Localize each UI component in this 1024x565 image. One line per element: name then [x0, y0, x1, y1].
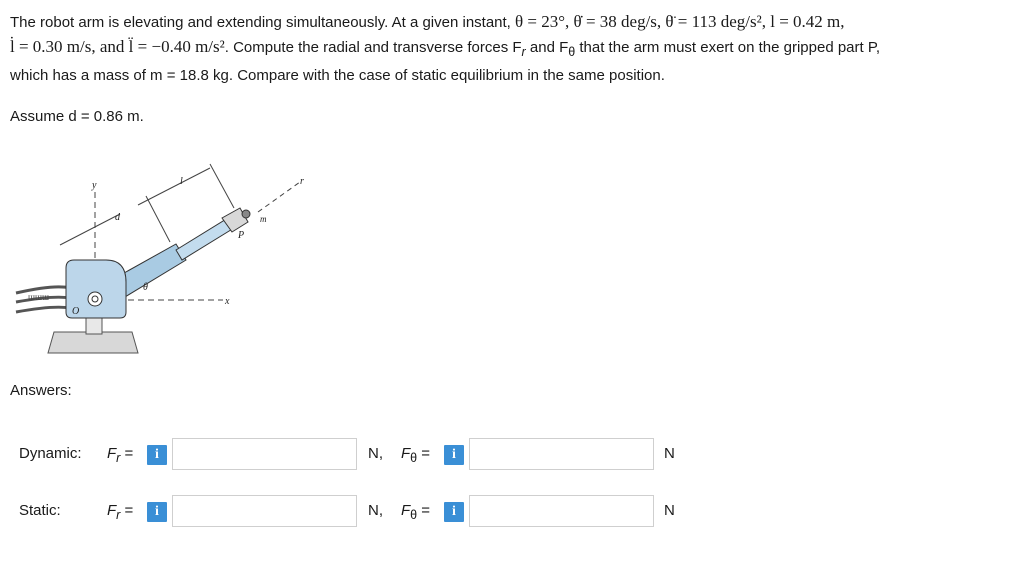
assumption-text: Assume d = 0.86 m.: [10, 108, 144, 125]
column: [86, 316, 102, 334]
d-dimension: [60, 214, 120, 245]
dynamic-ftheta-input[interactable]: [469, 438, 654, 470]
p-label: P: [238, 230, 245, 241]
unit-n: N,: [368, 445, 383, 462]
info-icon[interactable]: i: [444, 502, 464, 522]
unit-n: N: [664, 445, 675, 462]
dynamic-row: [0, 437, 1024, 473]
d-label: d: [115, 212, 120, 223]
info-icon[interactable]: i: [147, 502, 167, 522]
unit-n: N: [664, 502, 675, 519]
problem-line-1: The robot arm is elevating and extending simultaneously. At a given instant, θ = 23°, θ̇ = 38 deg/s, θ̈ = 113 deg/s², l = 0.42 m,: [10, 12, 845, 31]
hose-3: [16, 307, 70, 312]
fr-label: $F_r$ =: [107, 445, 134, 465]
row-label: Static:: [19, 502, 61, 519]
static-ftheta-input[interactable]: [469, 495, 654, 527]
problem-line-2: l̇ = 0.30 m/s, and l̈ = −0.40 m/s². Compute the radial and transverse forces $F_r$ and $F_\theta$ that the arm must exert on the gripped part P,: [10, 37, 881, 59]
unit-n: N,: [368, 502, 383, 519]
part-p: [242, 210, 250, 218]
fr-label: $F_r$ =: [107, 502, 134, 522]
r-axis-label: r: [300, 176, 304, 187]
o-label: O: [72, 306, 80, 317]
static-fr-input[interactable]: [172, 495, 357, 527]
info-icon[interactable]: i: [444, 445, 464, 465]
answers-label: Answers:: [10, 382, 72, 399]
ftheta-label: $F_\theta$ =: [401, 445, 431, 465]
m-label: m: [260, 214, 267, 224]
y-axis-label: y: [92, 180, 97, 191]
pivot-inner: [92, 296, 98, 302]
problem-line-3: which has a mass of m = 18.8 kg. Compare with the case of static equilibrium in the same position.: [10, 67, 665, 84]
arm-inner-tube: [176, 218, 234, 260]
ftheta-label: $F_\theta$ =: [401, 502, 431, 522]
theta-label: θ: [143, 282, 148, 293]
static-row: [0, 494, 1024, 530]
x-axis-label: x: [225, 296, 230, 307]
l-ext-1: [210, 164, 234, 208]
l-label: l: [180, 176, 183, 187]
row-label: Dynamic:: [19, 445, 82, 462]
info-icon[interactable]: i: [147, 445, 167, 465]
problem-statement: [10, 10, 1015, 88]
robot-arm-figure: [8, 150, 328, 358]
r-axis: [258, 182, 300, 212]
hose-coil: ɯɯɯ: [28, 292, 50, 302]
l-ext-2: [146, 196, 170, 242]
ground-base: [48, 332, 138, 353]
l-dimension: [138, 168, 210, 205]
dynamic-fr-input[interactable]: [172, 438, 357, 470]
